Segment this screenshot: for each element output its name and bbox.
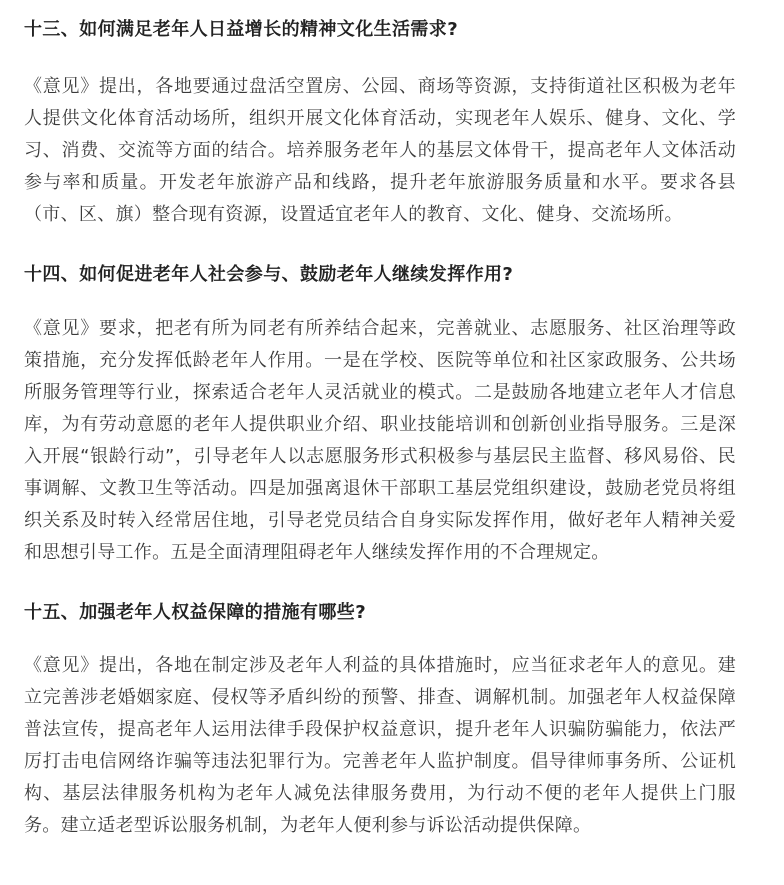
section-14-paragraph: 《意见》要求，把老有所为同老有所养结合起来，完善就业、志愿服务、社区治理等政策措施，充分发挥低龄老年人作用。一是在学校、医院等单位和社区家政服务、公共场所服务管理等行业，探索适合老年人灵活就业的模式。二是鼓励各地建立老年人才信息库，为有劳动意愿的老年人提供职业介绍、职业技能培训和创新创业指导服务。三是深入开展“银龄行动”，引导老年人以志愿服务形式积极参与基层民主监督、移风易俗、民事调解、文教卫生等活动。四是加强离退休干部职工基层党组织建设，鼓励老党员将组织关系及时转入经常居住地，引导老党员结合自身实际发挥作用，做好老年人精神关爱和思想引导工作。五是全面清理阻碍老年人继续发挥作用的不合理规定。	[24, 318, 736, 563]
section-15-paragraph: 《意见》提出，各地在制定涉及老年人利益的具体措施时，应当征求老年人的意见。建立完善涉老婚姻家庭、侵权等矛盾纠纷的预警、排查、调解机制。加强老年人权益保障普法宣传，提高老年人运用法律手段保护权益意识，提升老年人识骗防骗能力，依法严厉打击电信网络诈骗等违法犯罪行为。完善老年人监护制度。倡导律师事务所、公证机构、基层法律服务机构为老年人减免法律服务费用，为行动不便的老年人提供上门服务。建立适老型诉讼服务机制，为老年人便利参与诉讼活动提供保障。	[24, 655, 736, 836]
section-13-paragraph: 《意见》提出，各地要通过盘活空置房、公园、商场等资源，支持街道社区积极为老年人提供文化体育活动场所，组织开展文化体育活动，实现老年人娱乐、健身、文化、学习、消费、交流等方面的结合。培养服务老年人的基层文体骨干，提高老年人文体活动参与率和质量。开发老年旅游产品和线路，提升老年旅游服务质量和水平。要求各县（市、区、旗）整合现有资源，设置适宜老年人的教育、文化、健身、交流场所。	[24, 76, 736, 225]
section-13-heading: 十三、如何满足老年人日益增长的精神文化生活需求?	[24, 19, 459, 40]
section-15-heading: 十五、加强老年人权益保障的措施有哪些?	[24, 602, 367, 623]
section-14-heading: 十四、如何促进老年人社会参与、鼓励老年人继续发挥作用?	[24, 264, 514, 285]
